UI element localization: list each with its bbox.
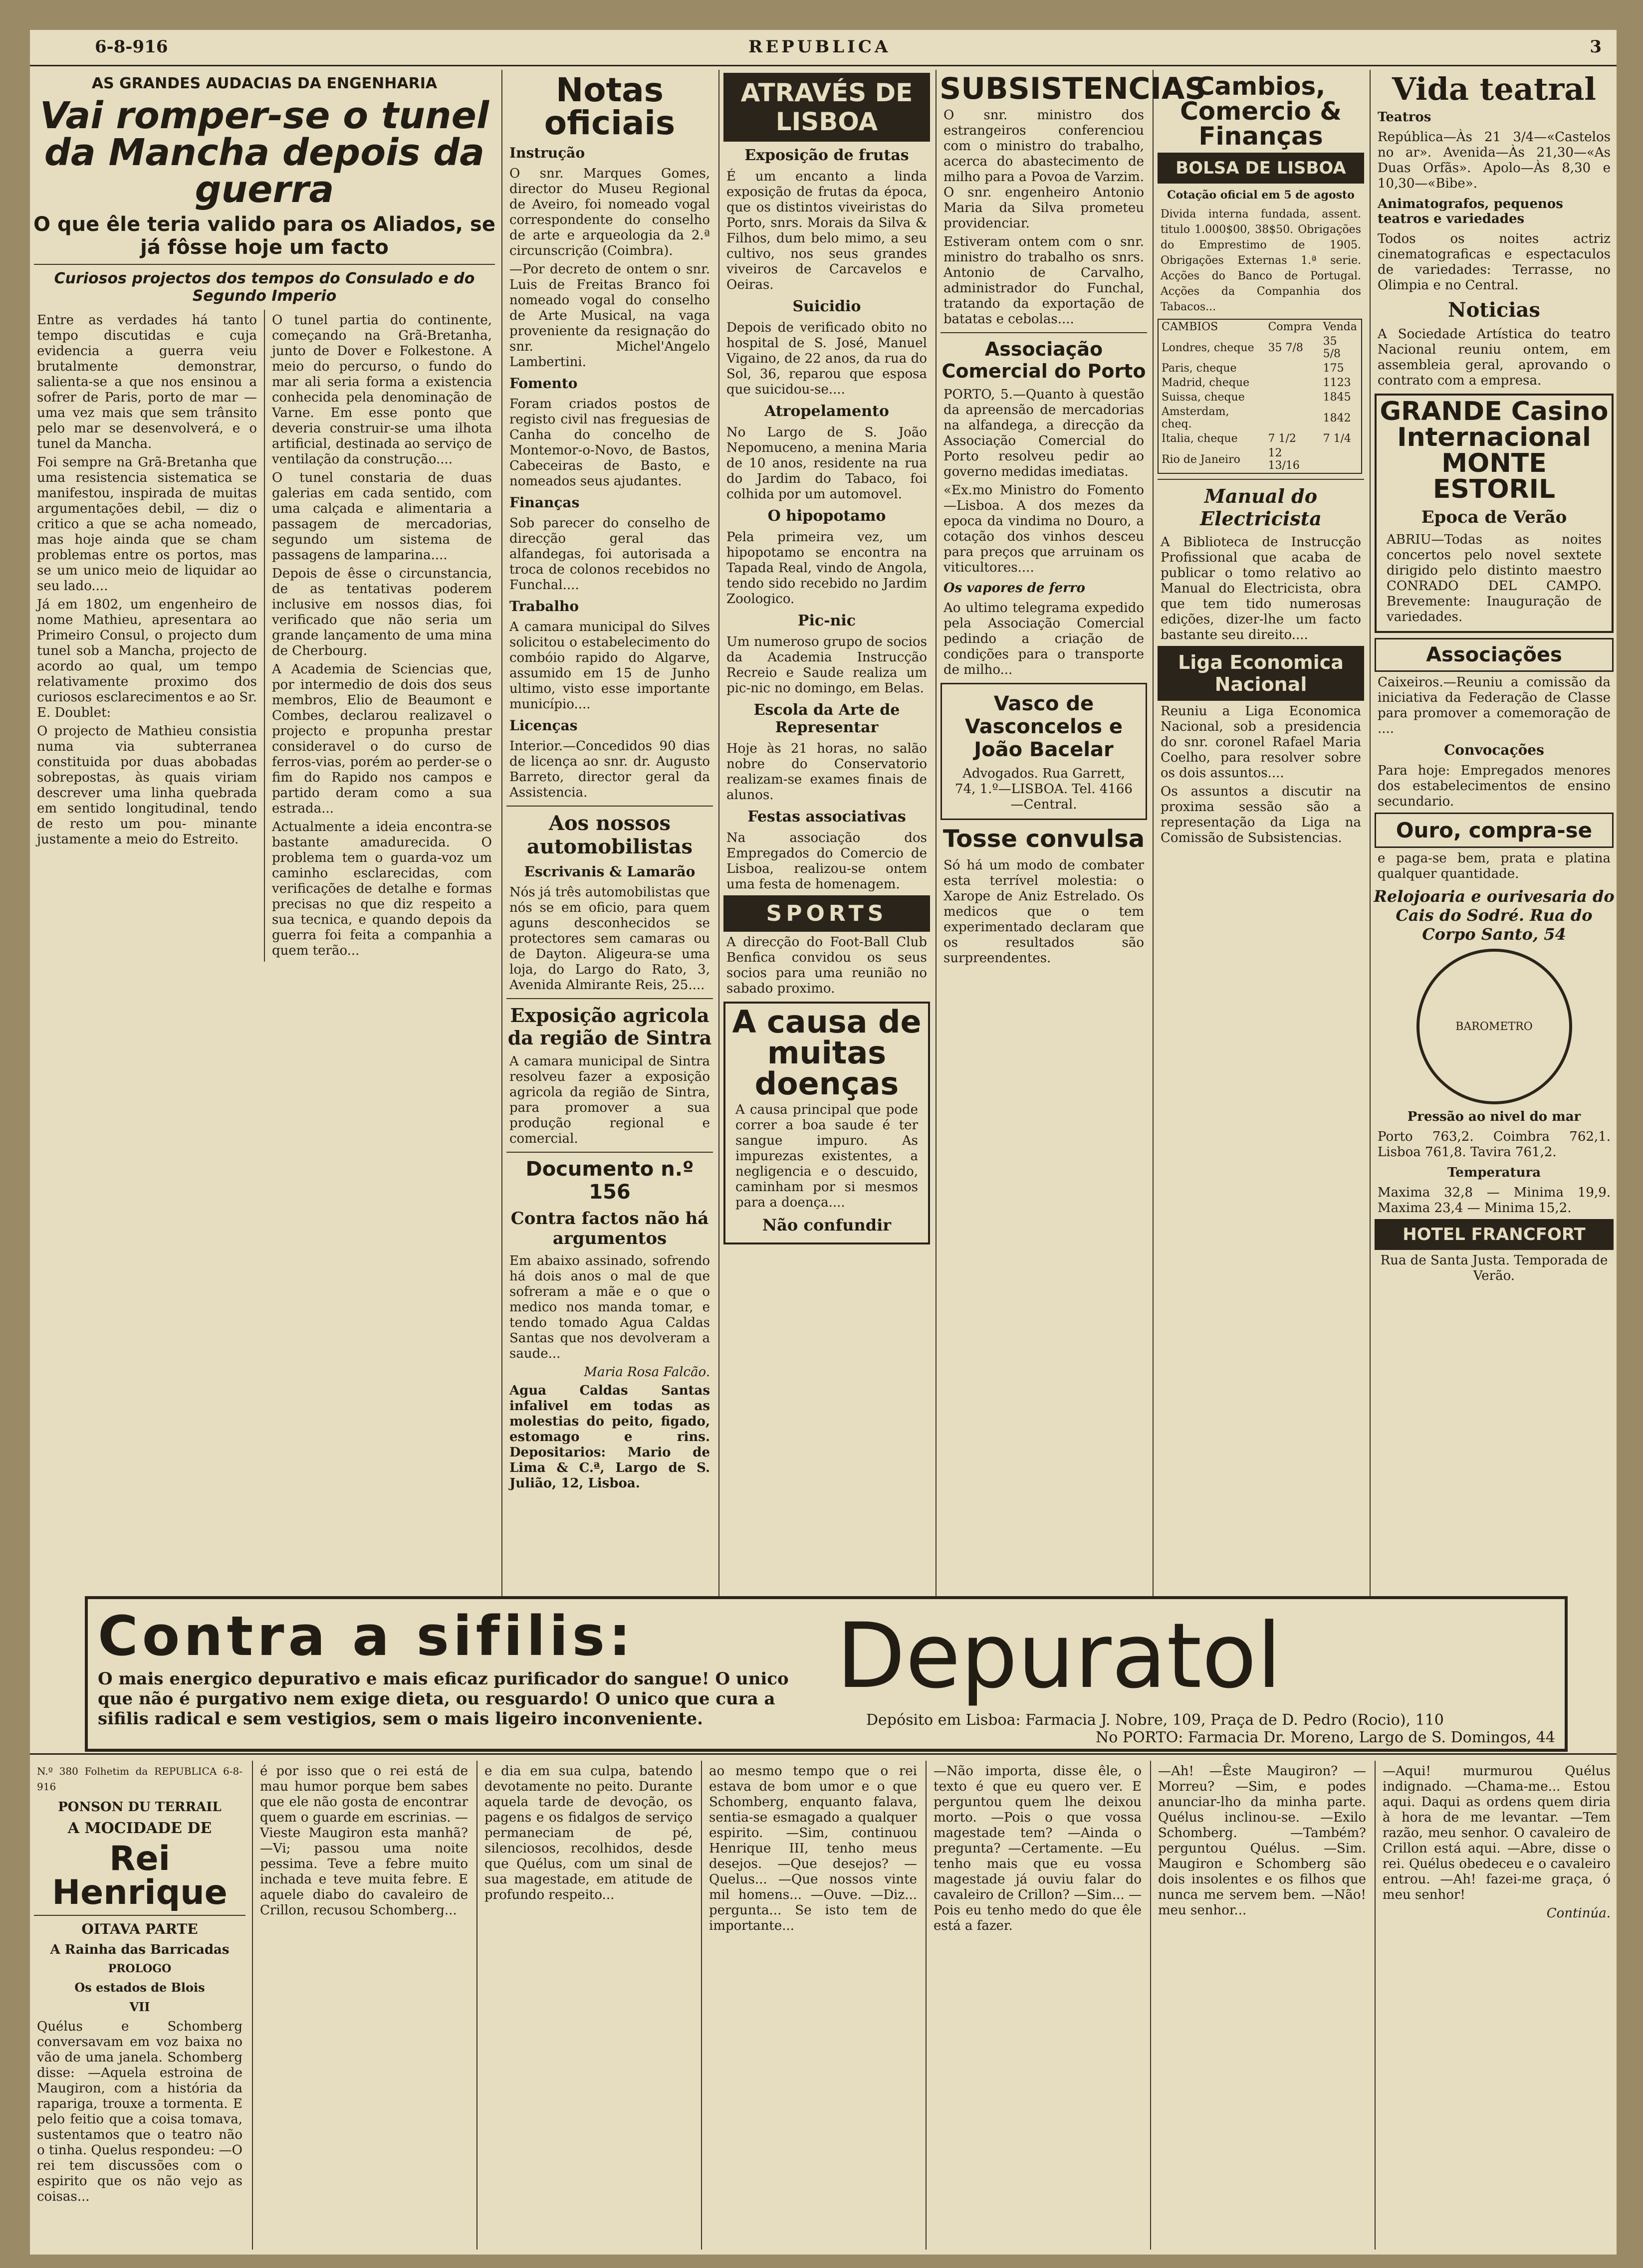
table-cell: Suissa, cheque [1162,391,1245,404]
news-item: Todos os noites actriz cinematograficas e espectaculos de variedades: Terrasse, no Olimpia e no Central. [1378,231,1611,293]
news-item: Em abaixo assinado, sofrendo há dois anos o mal de que sofreram a mãe e o que o medico nos manda tomar, e tendo tomado Agua Caldas Santas que nos devolveram a saude... [509,1253,710,1361]
gauge-label: BAROMETRO [1455,1020,1533,1033]
advert-text: Agua Caldas Santas infalivel em todas as molestias do peito, figado, estomago e rins. Depositarios: Mario de Lima & C.ª, Largo de S. Julião, 12, Lisboa. [509,1383,710,1491]
table-cell [1265,405,1320,431]
feuilleton-column [1150,1761,1373,2250]
lead-paragraph: A Academia de Sciencias que, por intermedio de dois dos seus membros, Elio de Beaumont e Combes, declarou realizavel o projecto e propunha prestar consideravel o do curso de ferros-vias, porém ao perder-se o fim do Rapido nos campos e partido deram como a sua estrada... [272,662,492,816]
finance-column [1153,70,1368,1596]
table-cell: 7 1/2 [1268,432,1296,445]
section-heading: Exposição de frutas [744,147,909,164]
advert-headline: Vasco de Vasconcelos e João Bacelar [964,692,1123,761]
section-heading: Noticias [1448,298,1540,322]
feuilleton-text: —Ah! —Êste Maugiron? —Morreu? —Sim, e podes anunciar-lho da minha parte. Quélus inclinou-se. —Exilo Schomberg. —Também? perguntou Quélus. —Sim. Maugiron e Schomberg são dois insolentes e os filhos que nunca me servem bem. —Não! meu senhor... [1158,1764,1366,1918]
table-cell: 7 1/4 [1323,432,1352,445]
news-item: Os assuntos a discutir na proxima sessão são a representação da Liga na Comissão de Subsistencias. [1161,784,1361,845]
lisbon-title: ATRAVÉS DE LISBOA [723,73,930,142]
section-heading: Festas associativas [747,808,906,825]
section-heading: Pressão ao nivel do mar [1407,1109,1581,1124]
lead-paragraph: Já em 1802, um engenheiro de nome Mathieu, apresentara ao Primeiro Consul, o projecto dum tunel sob a Mancha, projecto de acordo ao qual, um tempo relativamente proximo dos curiosos esclarecimentos e ao Sr. E. Doublet: [37,597,257,720]
news-item: Porto 763,2. Coimbra 762,1. Lisboa 761,8. Tavira 761,2. [1378,1129,1611,1160]
subsistence-title: SUBSISTENCIAS [939,71,1206,106]
advert-headline: A causa de muitas doenças [732,1004,922,1102]
feuilleton-column [926,1761,1149,2250]
section-heading: Associações [1375,638,1614,672]
section-heading: Finanças [509,494,580,511]
casino-headline: GRANDE Casino Internacional MONTE ESTORIL [1380,397,1609,504]
lead-paragraph: O projecto de Mathieu consistia numa via subterranea constituida por duas abobadas sobrepostas, às quais viriam descrever uma linha quebrada em sentido longitudinal, tendo de resto um pou- minante justamente a meio do Estreito. [37,724,257,847]
advert-text: A causa principal que pode correr a boa saude é ter sangue impuro. As impurezas existentes, a negligencia e o descuido, caminham por si mesmos para a doença.... [735,1102,918,1210]
feuilleton-meta: N.º 380 Folhetim da REPUBLICA 6-8-916 [37,1765,242,1793]
table-cell: Londres, cheque [1162,341,1254,354]
advert-depot: No PORTO: Farmacia Dr. Moreno, Largo de S. Domingos, 44 [1096,1729,1555,1746]
exchange-table [1158,319,1362,474]
casino-season: Epoca de Verão [1421,507,1567,527]
barometer-gauge-icon [1416,949,1572,1104]
finance-title: Cambios, Comercio & Finanças [1180,72,1342,151]
lead-headline: Vai romper-se o tunel da Mancha depois da guerra [39,94,489,211]
feuilleton-text: —Não importa, disse êle, o texto é que eu quero ver. E perguntou quem lhe deixou morto. —Pois o que vossa magestade tem? —Ainda o pregunta? —Certamente. —Eu tenho mais que eu vossa magestade já ouviu falar do cavaleiro de Crillon? —Sim... —Pois eu tenho medo do que êle está a fazer. [934,1764,1142,1933]
advert-headline: Ouro, compra-se [1375,813,1614,848]
section-heading: Exposição agricola da região de Sintra [507,1004,712,1049]
theatre-column [1370,70,1618,1596]
feuilleton-column [476,1761,700,2250]
news-item: É um encanto a linda exposição de frutas da época, que os distintos viveiristas do Porto, snrs. Morais da Silva & Filhos, dum belo mimo, a seu cultivo, nos seus grandes viveiros de Carcavelos e Oeiras. [726,169,927,292]
feuilleton-column [252,1761,475,2250]
section-heading: Manual do Electricista [1200,485,1322,530]
depuratol-advert [85,1596,1568,1752]
advert-headline: Tosse convulsa [942,825,1145,853]
table-header: CAMBIOS [1162,321,1218,333]
news-item: Nós já três automobilistas que nós se em oficio, para quem aguns desconhecidos se protectores sem camaras ou de Dayton. Aligeura-se uma loja, do Largo do Rato, 3, Avenida Almirante Reis, 25.... [509,885,710,993]
section-heading: Contra factos não há argumentos [510,1209,709,1248]
newspaper-page [30,30,1617,2255]
news-item: «Ex.mo Ministro do Fomento—Lisboa. A dos mezes da epoca da vindima no Douro, a cotação dos vinhos desceu para preços que arruinam os viticultores.... [943,483,1144,575]
table-cell [1265,390,1320,405]
table-cell [1320,446,1362,473]
news-item: A Biblioteca de Instrucção Profissional que acaba de publicar o tomo relativo ao Manual do Electricista, obra que tem tido numerosas edições, dizer-lhe um facto bastante seu direito.... [1161,535,1361,642]
news-item: No Largo de S. João Nepomuceno, a menina Maria de 10 anos, residente na rua do Jardim do Tabaco, foi colhida por um automovel. [726,425,927,502]
theatre-title: Vida teatral [1392,71,1596,107]
advert-brand: Depuratol [836,1604,1282,1708]
table-cell: Italia, cheque [1162,432,1238,445]
section-heading: Trabalho [509,598,579,615]
table-cell: 35 5/8 [1323,335,1341,360]
feuilleton-text: é por isso que o rei está de mau humor porque bem sabes que ele não gosta de encontrar quem o guarde em escrinias. —Vieste Maugiron esta manhã? —Vi; passou uma noite pessima. Teve a febre muito inchada e teve muita febre. E aquele diabo do cavaleiro de Crillon, recusou Schomberg... [260,1764,468,1918]
feuilleton-kicker: A MOCIDADE DE [67,1820,212,1837]
news-item: O snr. ministro dos estrangeiros conferenciou com o ministro do trabalho, acerca do abastecimento de milho para a Povoa de Varzim. O snr. engenheiro Antonio Maria da Silva prometeu providenciar. [943,108,1144,231]
stock-exchange-heading: BOLSA DE LISBOA [1158,153,1364,184]
news-item: PORTO, 5.—Quanto à questão da apreensão de mercadorias na alfandega, a direcção da Associação Comercial do Porto resolveu pedir ao governo medidas imediatas. [943,387,1144,479]
table-cell: 1123 [1323,377,1351,389]
lead-section-title: Curiosos projectos dos tempos do Consulado e do Segundo Imperio [54,270,475,305]
feuilleton-text: ao mesmo tempo que o rei estava de bom umor e o que Schomberg, enquanto falava, sentia-se esmagado a qualquer espirito. —Sim, continuou Henrique III, tenho meus desejos. —Que desejos? —Quelus... —Que nossos vinte mil homens... —Ouve. —Diz... pergunta... Se isto tem de importante... [709,1764,917,1933]
table-cell: 12 13/16 [1268,447,1300,472]
feuilleton-chapter: Os estados de Blois [74,1980,205,1995]
feuilleton-text: —Aqui! murmurou Quélus indignado. —Chama-me... Estou aqui. Daqui as ordens quem diria à hora de me levantar. —Tem razão, meu senhor. O cavaleiro de Crillon está aqui. —Abre, disse o rei. Quélus obedeceu e o cavaleiro entrou. —Ah! fazei-me graça, ó meu senhor! [1383,1764,1611,1902]
news-item: Reuniu a Liga Economica Nacional, sob a presidencia do snr. coronel Rafael Maria Coelho, para resolver sobre os dois assuntos.... [1161,704,1361,781]
advert-footer: Não confundir [762,1216,892,1235]
news-item: Sob parecer do conselho de direcção geral das alfandegas, foi autorisada a troca de colonos recebidos no Funchal.... [509,516,710,593]
feuilleton-column [1375,1761,1618,2250]
lead-paragraph: Entre as verdades há tanto tempo discutidas e cuja evidencia a guerra veiu brutalmente demonstrar, salienta-se a que nos ensinou a sofrer de Paris, porto de mar — uma vez mais que sem trânsito pelo mar se desenvolverá, e o tunel da Mancha. [37,313,257,451]
sports-heading: SPORTS [723,895,930,932]
lisbon-column [718,70,934,1596]
lead-subtitle: O que êle teria valido para os Aliados, se já fôsse hoje um facto [33,213,495,259]
advert-body: O mais energico depurativo e mais eficaz purificador do sangue! O unico que não é purgativo nem exige dieta, ou resguardo! O unico que cura a sifilis radical e sem vestigios, sem o mais ligeiro inconveniente. [98,1669,789,1729]
news-item: Interior.—Concedidos 90 dias de licença ao snr. dr. Augusto Barreto, director geral da Assistencia. [509,739,710,800]
advert-text: Advogados. Rua Garrett, 74, 1.º—LISBOA. Tel. 4166—Central. [955,766,1133,812]
header-paper-name: REPUBLICA [748,37,891,57]
advert-text: Relojoaria e ourivesaria do Cais do Sodré. Rua do Corpo Santo, 54 [1374,887,1615,944]
table-cell [1265,376,1320,390]
section-heading: Os vapores de ferro [943,581,1085,596]
feuilleton-subpart: A Rainha das Barricadas [50,1942,230,1957]
feuilleton-chapter-number: VII [129,2000,150,2014]
section-heading: Associação Comercial do Porto [941,338,1146,382]
feuilleton-prolog: PROLOGO [108,1962,172,1975]
section-heading: Atropelamento [764,403,889,420]
section-heading: Licenças [509,717,578,734]
section-heading: O hipopotamo [767,507,886,525]
advert-text: Só há um modo de combater esta terrível molestia: o Xarope de Aniz Estrelado. Os medicos que o tem experimentado declaram que os resultados são surpreendentes. [943,858,1144,966]
advert-depot: Depósito em Lisboa: Farmacia J. Nobre, 109, Praça de D. Pedro (Rocio), 110 [866,1711,1444,1729]
lead-paragraph: Actualmente a ideia encontra-se bastante amadurecida. O problema tem o guarda-voz um caminho esclarecidas, com verificações de detalhe e formas precisas no que diz respeito a sua tecnica, e quando depois da guerra foi feita a companhia a quem terão... [272,820,492,958]
casino-text: ABRIU—Todas as noites concertos pelo novel sextete dirigido pelo distinto maestro CONRADO DEL CAMPO. Brevemente: Inauguração de variedades. [1387,532,1602,624]
news-item: Pela primeira vez, um hipopotamo se encontra na Tapada Real, vindo de Angola, tendo sido recebido no Jardim Zoologico. [726,530,927,607]
table-cell: 1842 [1323,412,1351,424]
section-heading: Fomento [509,375,578,392]
advert-headline: HOTEL FRANCFORT [1375,1219,1614,1250]
section-heading: Suicidio [792,298,861,315]
news-item: Para hoje: Empregados menores dos estabelecimentos de ensino secundario. [1378,763,1611,809]
lead-paragraph: Foi sempre na Grã-Bretanha que uma resistencia sistematica se manifestou, inspirada de muitas argumentações debil, — diz o critico a que se acha nomeado, mas hoje ainda que se cham problemas entre os portos, mas se um unico meio de liquidar ao seu lado.... [37,455,257,594]
lead-paragraph: O tunel partia do continente, começando na Grã-Bretanha, junto de Dover e Folkestone. A meio do percurso, o fundo do mar ali seria forma a existencia conhecida pela denominação de Varne. Em esse ponto que deveria construir-se uma ilhota artificial, destinada ao serviço de ventilação da construção.... [272,313,492,467]
news-item: A direcção do Foot-Ball Club Benfica convidou os seus socios para uma reunião no sabado proximo. [726,935,927,996]
news-item: Hoje às 21 horas, no salão nobre do Conservatorio realizam-se exames finais de alunos. [726,741,927,803]
news-item: A Sociedade Artística do teatro Nacional reuniu ontem, em assembleia geral, aprovando o contrato com a empresa. [1378,327,1611,388]
table-cell: 35 7/8 [1268,341,1303,354]
news-item: Um numeroso grupo de socios da Academia Instrucção Recreio e Saude realiza um pic-nic no domingo, em Belas. [726,634,927,696]
table-cell: 1845 [1323,391,1351,404]
news-item: —Por decreto de ontem o snr. Luis de Freitas Branco foi nomeado vogal do conselho de Arte Musical, na vaga proveniente da resignação do snr. Michel'Angelo Lambertini. [509,262,710,370]
lead-paragraph: Depois de êsse o circunstancia, de as tentativas poderem inclusive em nossos dias, foi verificado que não seria um grande lançamento de uma mina de Cherbourg. [272,566,492,658]
feuilleton-continues: Continúa. [1546,1906,1611,1921]
news-item: Na associação dos Empregados do Comercio de Lisboa, realizou-se ontem uma festa de homenagem. [726,830,927,892]
quote-list: Divida interna fundada, assent. titulo 1.000$00, 38$50. Obrigações do Emprestimo de 1905. Obrigações Externas 1.ª serie. Acções do Banco de Portugal. Acções da Companhia dos Tabacos... [1161,208,1361,313]
table-header: Venda [1323,321,1357,333]
header-page-number: 3 [1590,37,1602,57]
feuilleton-text: Quélus e Schomberg conversavam em voz baixa no vão de uma janela. Schomberg disse: —Aquela estroina de Maugiron, com a história da rapariga, trouxe a tormenta. E pelo feitio que a coisa tomava, sustentamos que o teatro não o tinha. Quelus respondeu: —O rei tem discussões com o espirito que os não vejo as coisas... [37,2019,242,2204]
section-heading: Documento n.º 156 [525,1158,694,1204]
table-cell: 175 [1323,362,1344,375]
official-notes-column [501,70,717,1596]
quote-date: Cotação oficial em 5 de agosto [1167,189,1355,202]
advert-text: e paga-se bem, prata e platina qualquer quantidade. [1378,851,1611,881]
news-item: O snr. Marques Gomes, director do Museu Regional de Aveiro, foi nomeado vogal correspondente do conselho de arte e arqueologia da 2.ª circunscrição (Coimbra). [509,166,710,258]
news-item: Foram criados postos de registo civil nas freguesias de Canha do concelho de Montemor-o-Novo, de Bastos, Cabeceiras de Basto, e nomeados seus ajudantes. [509,397,710,489]
feuilleton-title: Rei Henrique [52,1839,228,1912]
section-heading: Convocações [1444,742,1544,758]
table-cell: Madrid, cheque [1162,377,1250,389]
feuilleton-header [30,1761,249,2250]
section-heading: Teatros [1378,110,1431,125]
signature: Maria Rosa Falcão. [584,1365,710,1380]
news-item: Estiveram ontem com o snr. ministro do trabalho os snrs. Antonio de Carvalho, administrador do Funchal, tratando da exportação de batatas e cebolas.... [943,234,1144,327]
news-item: Ao ultimo telegrama expedido pela Associação Comercial pedindo a criação de condições para o transporte de milho... [943,601,1144,677]
page-header [30,30,1617,66]
table-cell [1265,361,1320,376]
header-date: 6-8-916 [95,37,168,57]
feuilleton-part: OITAVA PARTE [81,1921,198,1937]
section-heading: Escola da Arte de Representar [753,701,900,736]
section-heading: Instrução [509,145,585,161]
section-heading: Liga Economica Nacional [1158,646,1364,701]
feuilleton-author: PONSON DU TERRAIL [58,1800,222,1815]
table-cell: Amsterdam, cheq. [1162,406,1229,430]
news-item: Depois de verificado obito no hospital de S. José, Manuel Vigaino, de 22 anos, da rua do Sol, 36, reparou que esposa que suicidou-se.... [726,320,927,397]
advert-title: Contra a sifilis: [98,1604,635,1668]
table-cell: Rio de Janeiro [1162,453,1240,466]
table-header: Compra [1268,321,1313,333]
news-item: A camara municipal do Silves solicitou o estabelecimento do combóio rapido do Algarve, assumido em 15 de Junho ultimo, visto esse importante município.... [509,619,710,712]
section-heading: Temperatura [1447,1165,1541,1180]
table-cell: Paris, cheque [1162,362,1237,375]
feuilleton-text: e dia em sua culpa, batendo devotamente no peito. Durante aquela tarde de devoção, os pagens e os fidalgos de serviço permaneciam de pé, silenciosos, recolhidos, desde que Quélus, com um sinal de sua magestade, em atitude de profundo respeito... [484,1764,693,1902]
section-heading: Escrivanis & Lamarão [524,863,696,880]
section-heading: Pic-nic [797,612,856,629]
lead-paragraph: O tunel constaria de duas galerias em cada sentido, com uma calçada e alimentaria a passagem de mercadorias, segundo um sistema de passagens de lamparina.... [272,470,492,563]
lead-kicker: AS GRANDES AUDACIAS DA ENGENHARIA [91,75,438,92]
official-notes-title: Notas oficiais [544,71,676,142]
news-item: República—Às 21 3/4—«Castelos no ar». Avenida—Às 21,30—«As Duas Orfãs». Apolo—Às 8,30 e 10,30—«Bibe». [1378,130,1611,191]
news-item: Maxima 32,8 — Minima 19,9. Maxima 23,4 — Minima 15,2. [1378,1185,1611,1216]
section-heading: Animatografos, pequenos teatros e variedades [1378,197,1563,226]
news-item: Caixeiros.—Reuniu a comissão da iniciativa da Federação de Classe para promover a comemoração de .... [1378,675,1611,736]
feuilleton-column [701,1761,924,2250]
section-heading: Aos nossos automobilistas [526,812,693,858]
news-item: A camara municipal de Sintra resolveu fazer a exposição agricola da região de Sintra, para promover a sua produção regional e comercial. [509,1054,710,1146]
advert-text: Rua de Santa Justa. Temporada de Verão. [1380,1253,1608,1283]
lead-story [30,70,499,1596]
